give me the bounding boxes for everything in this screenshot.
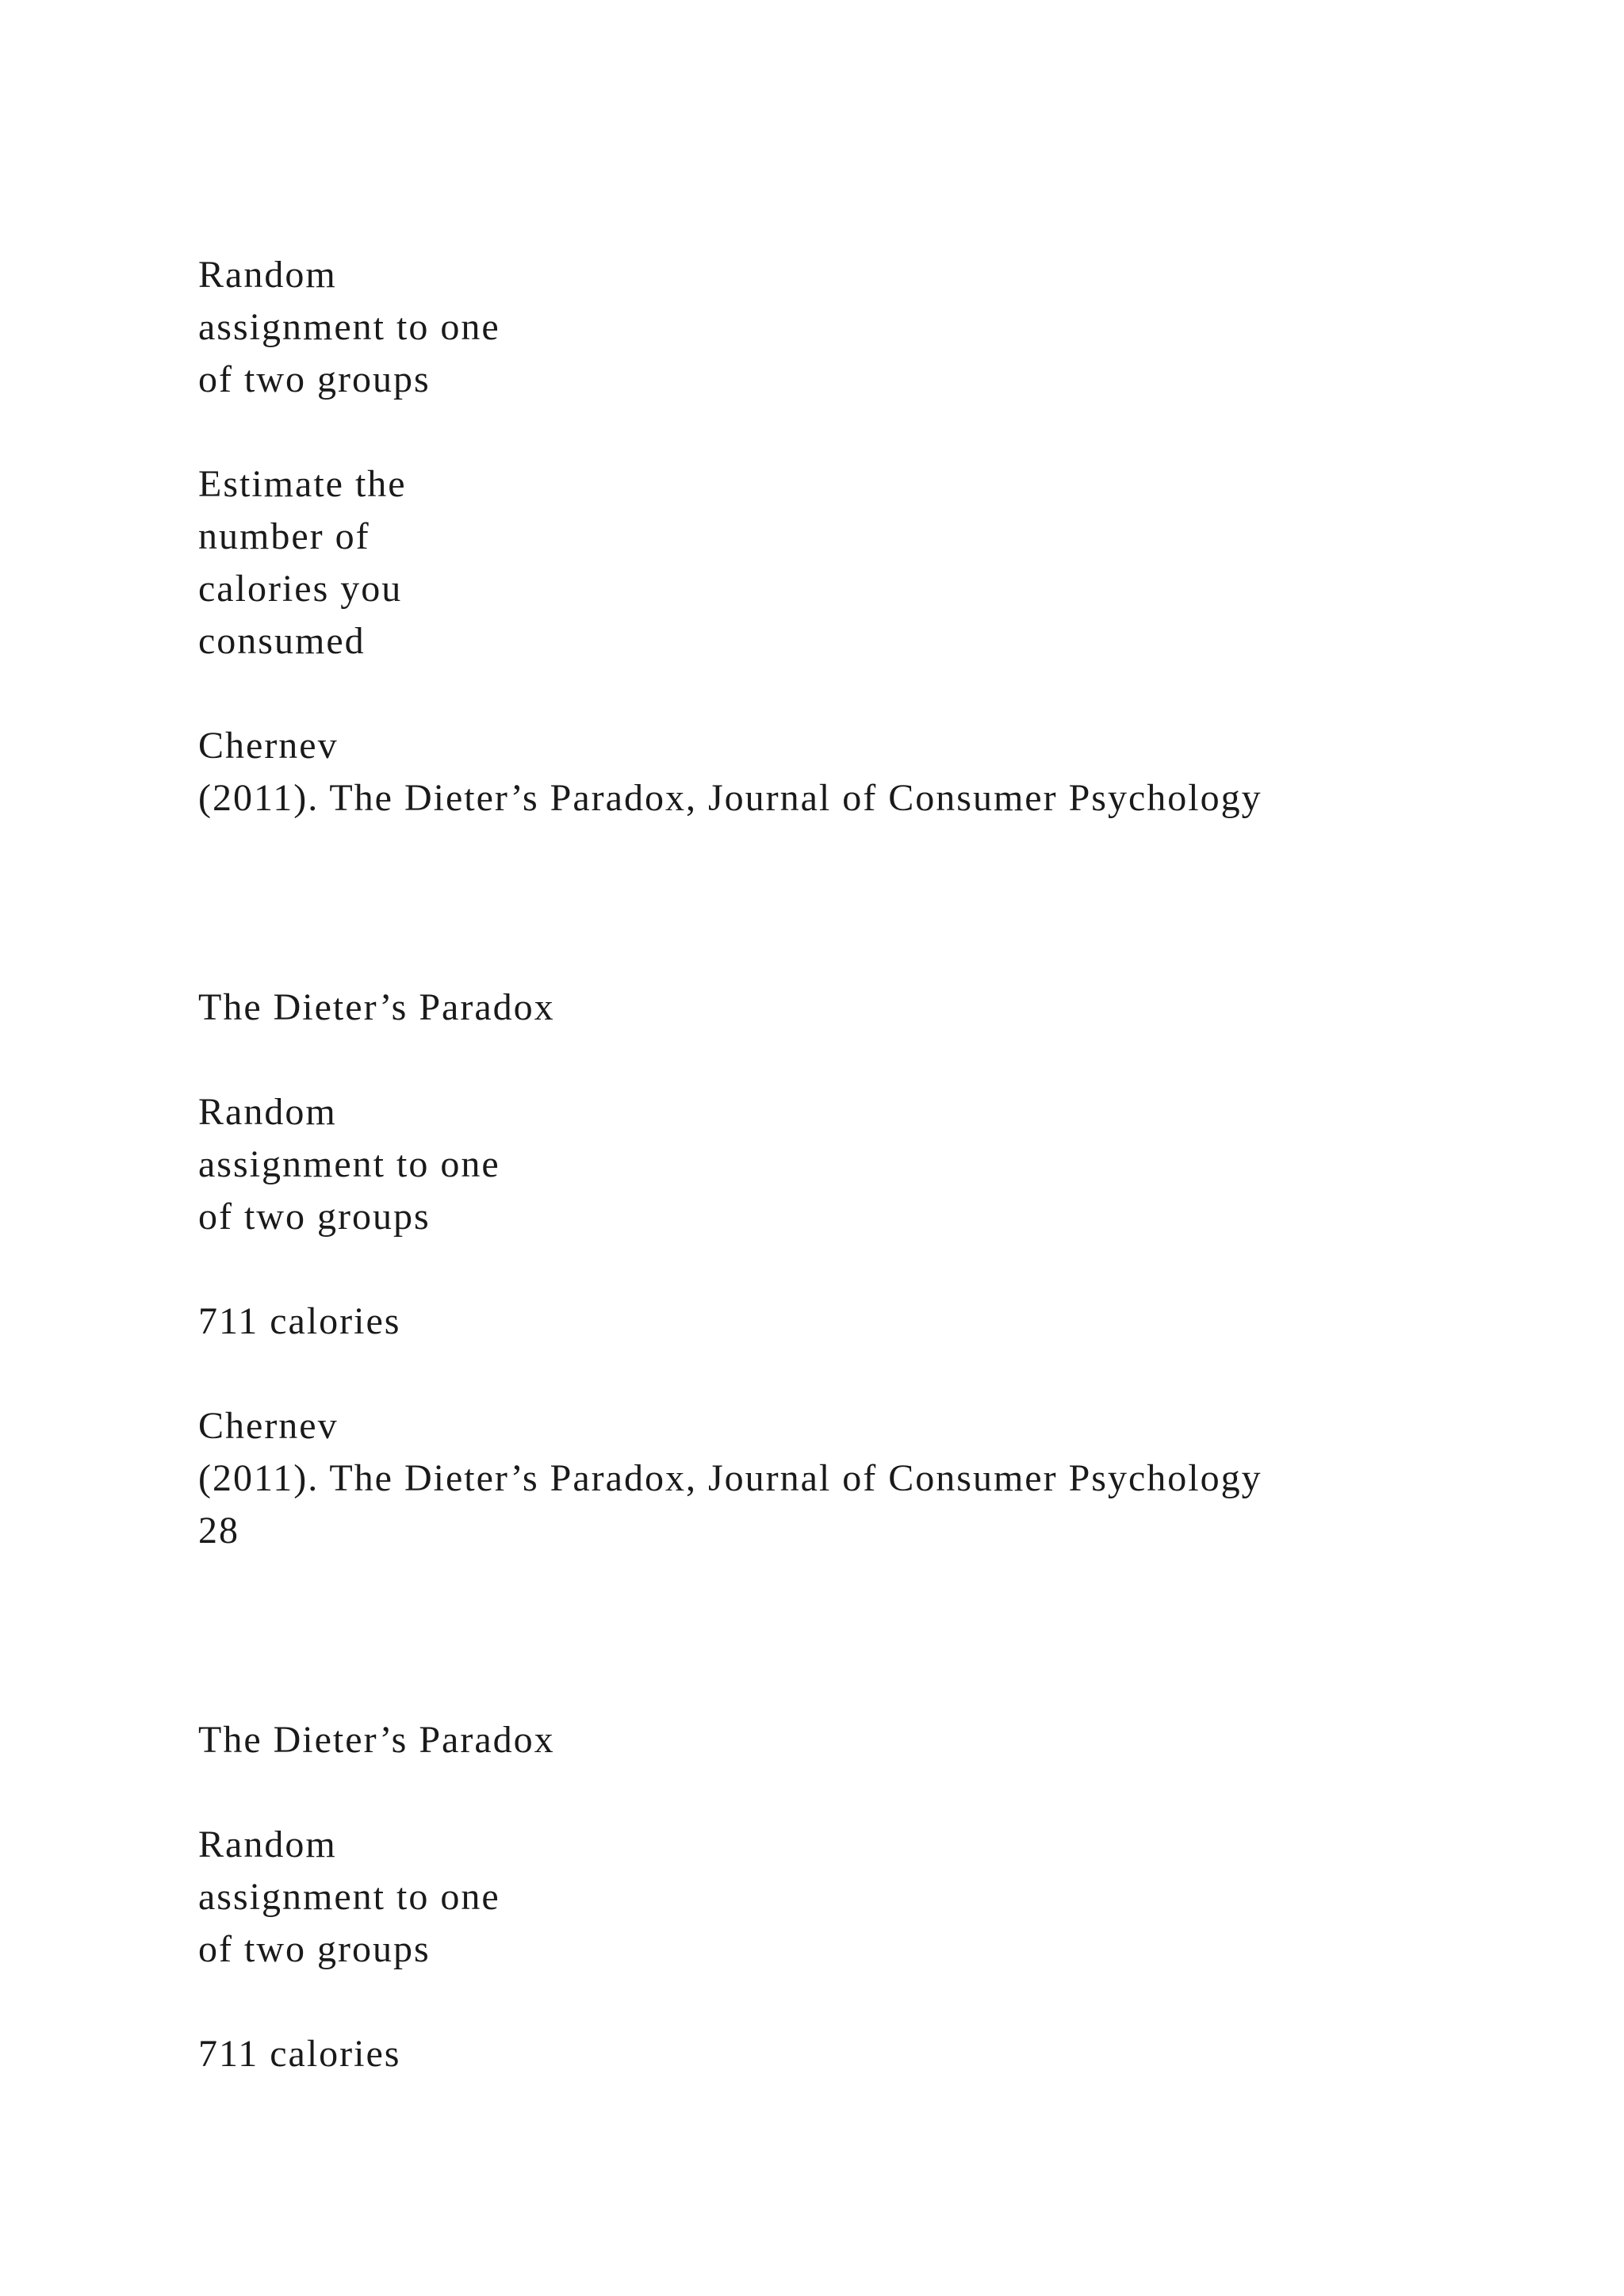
text-line: assignment to one — [198, 306, 500, 348]
page-number: 28 — [198, 1510, 239, 1552]
text-line: of two groups — [198, 1928, 431, 1970]
text-line: Estimate the — [198, 463, 407, 505]
citation-author: Chernev — [198, 1405, 339, 1447]
section-heading: The Dieter’s Paradox — [198, 986, 555, 1028]
text-line: of two groups — [198, 358, 431, 400]
citation-source: (2011). The Dieter’s Paradox, Journal of Consumer Psychology — [198, 777, 1262, 819]
text-line: assignment to one — [198, 1876, 500, 1918]
text-line: consumed — [198, 620, 366, 662]
text-line: assignment to one — [198, 1143, 500, 1185]
citation-source: (2011). The Dieter’s Paradox, Journal of Consumer Psychology — [198, 1457, 1262, 1499]
text-line: 711 calories — [198, 1300, 401, 1342]
text-line: Random — [198, 254, 337, 296]
text-line: Random — [198, 1091, 337, 1133]
text-line: Random — [198, 1823, 337, 1866]
text-line: 711 calories — [198, 2033, 401, 2075]
section-heading: The Dieter’s Paradox — [198, 1719, 555, 1761]
text-line: calories you — [198, 568, 403, 610]
citation-author: Chernev — [198, 725, 339, 767]
text-line: number of — [198, 515, 370, 557]
text-line: of two groups — [198, 1196, 431, 1238]
